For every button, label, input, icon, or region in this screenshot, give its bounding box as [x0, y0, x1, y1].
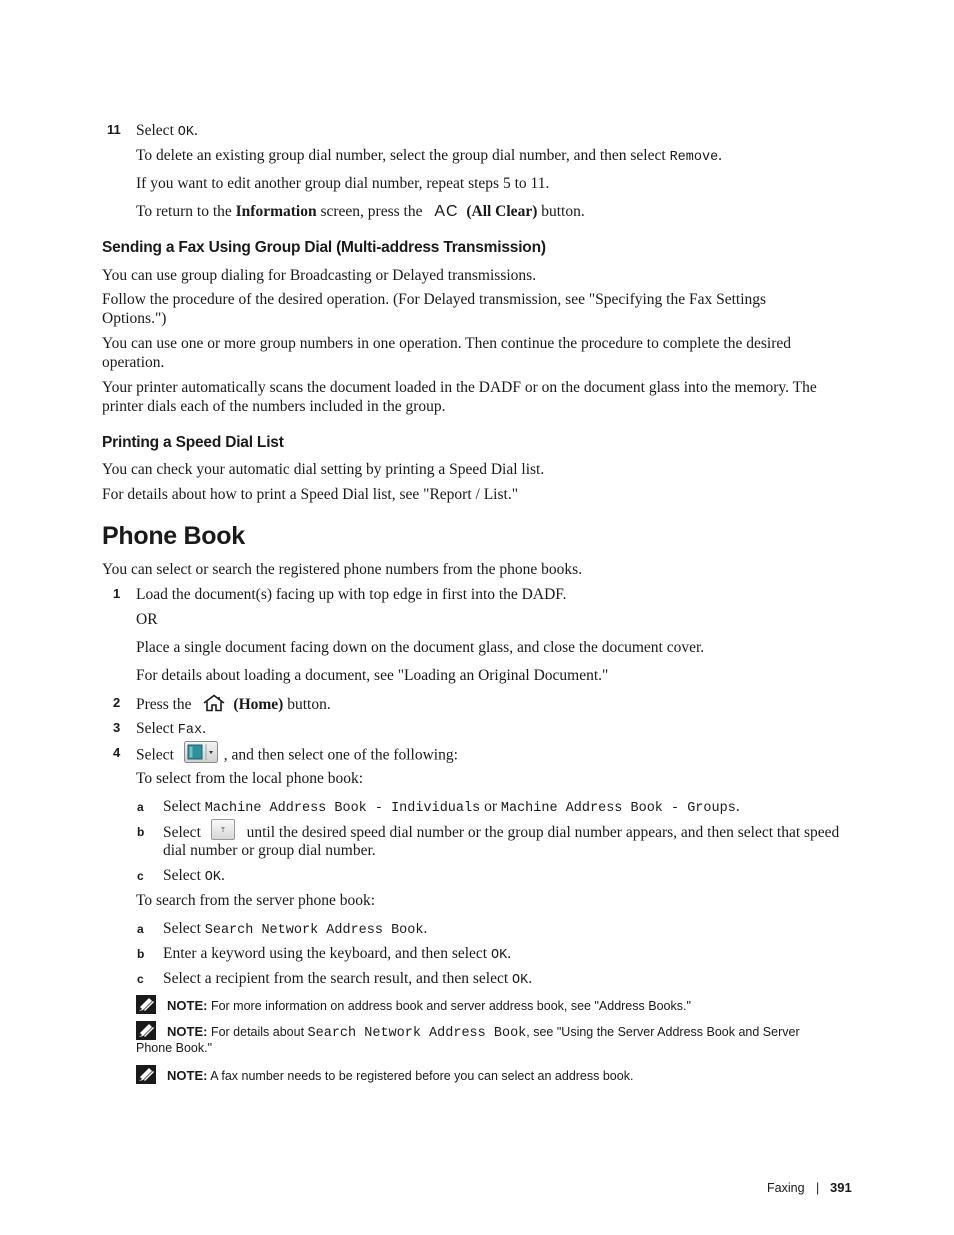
step-text: OR	[136, 611, 158, 628]
section-heading: Sending a Fax Using Group Dial (Multi-address Transmission)	[102, 239, 546, 256]
substep-text: Enter a keyword using the keyboard, and then select OK.	[163, 945, 512, 963]
all-clear-icon: AC	[434, 203, 459, 220]
note: Phone Book."	[136, 1041, 213, 1055]
step-text: Place a single document facing down on the document glass, and close the document cover.	[136, 639, 705, 656]
substep-text: Select a recipient from the search result, and then select OK.	[163, 970, 533, 988]
paragraph: Your printer automatically scans the document loaded in the DADF or on the document glass into the memory. The printer dials each of the numbers included in the group.	[102, 379, 817, 415]
paragraph: You can use one or more group numbers in one operation. Then continue the procedure to complete the desired operation.	[102, 335, 791, 371]
step-number: 1	[113, 586, 121, 601]
note: NOTE: For details about Search Network Address Book, see "Using the Server Address Book and Server	[167, 1024, 800, 1041]
page-number: 391	[830, 1180, 852, 1195]
paragraph: You can select or search the registered phone numbers from the phone books.	[102, 561, 583, 578]
step-number: 4	[113, 745, 121, 760]
section-heading: Printing a Speed Dial List	[102, 434, 284, 451]
note-pencil-icon	[136, 995, 156, 1014]
step-text: Select OK.	[136, 122, 198, 140]
substep-text: Select Search Network Address Book.	[163, 920, 428, 938]
paragraph: If you want to edit another group dial number, repeat steps 5 to 11.	[136, 175, 550, 192]
step-number: 3	[113, 720, 121, 735]
step-text: To select from the local phone book:	[136, 770, 364, 787]
step-text: For details about loading a document, see "Loading an Original Document."	[136, 667, 609, 684]
note: NOTE: A fax number needs to be registered before you can select an address book.	[167, 1068, 634, 1083]
note-pencil-icon	[136, 1021, 156, 1040]
paragraph: Follow the procedure of the desired operation. (For Delayed transmission, see "Specifying the Fax Settings Options.")	[102, 291, 767, 327]
page-title: Phone Book	[102, 522, 245, 550]
paragraph: For details about how to print a Speed Dial list, see "Report / List."	[102, 486, 519, 503]
home-icon	[201, 694, 227, 717]
step-text: To search from the server phone book:	[136, 892, 376, 909]
address-book-button-icon	[184, 741, 218, 768]
step-text: Load the document(s) facing up with top edge in first into the DADF.	[136, 586, 567, 603]
step-number: 2	[113, 695, 121, 710]
step-text: Select , and then select one of the following:	[136, 744, 458, 768]
paragraph: To delete an existing group dial number, select the group dial number, and then select Remove.	[136, 147, 723, 165]
substep-letter: b	[137, 947, 145, 961]
substep-letter: c	[137, 972, 144, 986]
substep-text: Select Machine Address Book - Individuals or Machine Address Book - Groups.	[163, 798, 740, 816]
substep-letter: c	[137, 869, 144, 883]
paragraph: To return to the Information screen, press the AC (All Clear) button.	[136, 203, 585, 220]
footer-section: Faxing	[767, 1181, 805, 1195]
substep-text: dial number or group dial number.	[163, 842, 376, 859]
substep-text: Select OK.	[163, 867, 225, 885]
step-number: 11	[107, 122, 121, 137]
step-text: Select Fax.	[136, 720, 206, 738]
note-pencil-icon	[136, 1065, 156, 1084]
paragraph: You can check your automatic dial setting by printing a Speed Dial list.	[102, 461, 545, 478]
substep-letter: a	[137, 922, 144, 936]
paragraph: You can use group dialing for Broadcasting or Delayed transmissions.	[102, 267, 537, 284]
substep-text: Select until the desired speed dial number or the group dial number appears, and then select that speed	[163, 822, 839, 845]
note: NOTE: For more information on address book and server address book, see "Address Books."	[167, 998, 691, 1013]
footer-separator: |	[816, 1181, 820, 1195]
substep-letter: a	[137, 800, 144, 814]
step-text: Press the (Home) button.	[136, 694, 331, 717]
substep-letter: b	[137, 825, 145, 839]
